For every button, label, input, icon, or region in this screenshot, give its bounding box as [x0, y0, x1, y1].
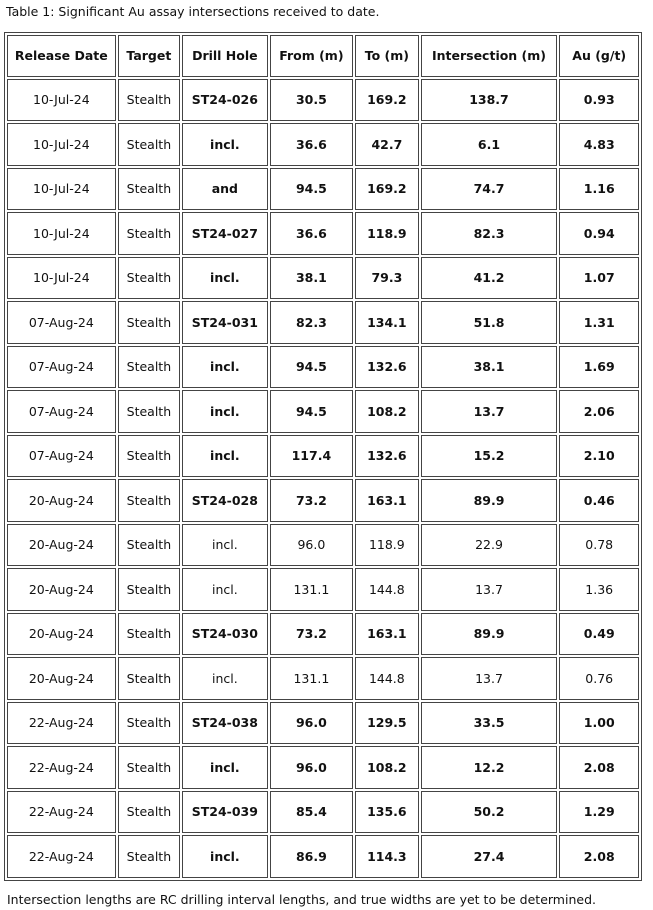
target-cell: Stealth	[118, 435, 180, 478]
release-date-cell: 07-Aug-24	[7, 301, 116, 344]
drill-hole-cell: incl.	[182, 390, 268, 433]
table-row	[7, 657, 639, 700]
table-row	[7, 435, 639, 478]
table-footnote: Intersection lengths are RC drilling interval lengths, and true widths are yet to be determined.	[7, 892, 596, 907]
from-cell: 117.4	[270, 435, 354, 478]
from-cell: 38.1	[270, 257, 354, 300]
header-intersection: Intersection (m)	[421, 35, 558, 77]
au-cell: 1.07	[559, 257, 639, 300]
target-cell: Stealth	[118, 257, 180, 300]
au-cell: 0.76	[559, 657, 639, 700]
from-cell: 85.4	[270, 791, 354, 834]
drill-hole-cell: incl.	[182, 657, 268, 700]
release-date-cell: 22-Aug-24	[7, 702, 116, 745]
to-cell: 163.1	[355, 613, 418, 656]
release-date-cell: 07-Aug-24	[7, 435, 116, 478]
drill-hole-cell: incl.	[182, 346, 268, 389]
from-cell: 96.0	[270, 702, 354, 745]
from-cell: 36.6	[270, 212, 354, 255]
from-cell: 73.2	[270, 479, 354, 522]
table-row	[7, 835, 639, 878]
to-cell: 169.2	[355, 168, 418, 211]
to-cell: 132.6	[355, 346, 418, 389]
drill-hole-cell: ST24-031	[182, 301, 268, 344]
table-row	[7, 479, 639, 522]
to-cell: 144.8	[355, 568, 418, 611]
au-cell: 0.49	[559, 613, 639, 656]
target-cell: Stealth	[118, 212, 180, 255]
target-cell: Stealth	[118, 390, 180, 433]
from-cell: 96.0	[270, 524, 354, 567]
target-cell: Stealth	[118, 479, 180, 522]
au-cell: 0.94	[559, 212, 639, 255]
intersection-cell: 82.3	[421, 212, 558, 255]
to-cell: 134.1	[355, 301, 418, 344]
intersection-cell: 15.2	[421, 435, 558, 478]
header-drill-hole: Drill Hole	[182, 35, 268, 77]
header-to: To (m)	[355, 35, 418, 77]
from-cell: 94.5	[270, 168, 354, 211]
to-cell: 135.6	[355, 791, 418, 834]
release-date-cell: 10-Jul-24	[7, 168, 116, 211]
from-cell: 36.6	[270, 123, 354, 166]
drill-hole-cell: incl.	[182, 835, 268, 878]
target-cell: Stealth	[118, 657, 180, 700]
header-au: Au (g/t)	[559, 35, 639, 77]
drill-hole-cell: ST24-030	[182, 613, 268, 656]
intersection-cell: 22.9	[421, 524, 558, 567]
au-cell: 1.00	[559, 702, 639, 745]
drill-hole-cell: ST24-038	[182, 702, 268, 745]
intersection-cell: 13.7	[421, 390, 558, 433]
from-cell: 82.3	[270, 301, 354, 344]
intersection-cell: 89.9	[421, 479, 558, 522]
from-cell: 86.9	[270, 835, 354, 878]
from-cell: 131.1	[270, 568, 354, 611]
assay-table-container	[4, 32, 642, 881]
table-row	[7, 613, 639, 656]
from-cell: 96.0	[270, 746, 354, 789]
to-cell: 79.3	[355, 257, 418, 300]
drill-hole-cell: incl.	[182, 257, 268, 300]
target-cell: Stealth	[118, 746, 180, 789]
au-cell: 0.78	[559, 524, 639, 567]
au-cell: 1.16	[559, 168, 639, 211]
release-date-cell: 22-Aug-24	[7, 835, 116, 878]
intersection-cell: 33.5	[421, 702, 558, 745]
target-cell: Stealth	[118, 568, 180, 611]
table-row	[7, 791, 639, 834]
table-row	[7, 123, 639, 166]
drill-hole-cell: ST24-028	[182, 479, 268, 522]
intersection-cell: 51.8	[421, 301, 558, 344]
table-row	[7, 301, 639, 344]
drill-hole-cell: incl.	[182, 568, 268, 611]
release-date-cell: 07-Aug-24	[7, 346, 116, 389]
target-cell: Stealth	[118, 346, 180, 389]
drill-hole-cell: incl.	[182, 435, 268, 478]
header-release-date: Release Date	[7, 35, 116, 77]
table-row	[7, 390, 639, 433]
release-date-cell: 22-Aug-24	[7, 791, 116, 834]
table-row	[7, 79, 639, 122]
from-cell: 94.5	[270, 346, 354, 389]
release-date-cell: 20-Aug-24	[7, 657, 116, 700]
release-date-cell: 10-Jul-24	[7, 257, 116, 300]
to-cell: 118.9	[355, 524, 418, 567]
target-cell: Stealth	[118, 301, 180, 344]
drill-hole-cell: incl.	[182, 746, 268, 789]
release-date-cell: 20-Aug-24	[7, 479, 116, 522]
intersection-cell: 50.2	[421, 791, 558, 834]
target-cell: Stealth	[118, 524, 180, 567]
intersection-cell: 13.7	[421, 568, 558, 611]
intersection-cell: 41.2	[421, 257, 558, 300]
table-row	[7, 346, 639, 389]
drill-hole-cell: ST24-027	[182, 212, 268, 255]
au-cell: 1.36	[559, 568, 639, 611]
from-cell: 94.5	[270, 390, 354, 433]
au-cell: 1.31	[559, 301, 639, 344]
drill-hole-cell: ST24-026	[182, 79, 268, 122]
drill-hole-cell: and	[182, 168, 268, 211]
target-cell: Stealth	[118, 791, 180, 834]
to-cell: 114.3	[355, 835, 418, 878]
assay-table	[4, 32, 642, 881]
release-date-cell: 10-Jul-24	[7, 212, 116, 255]
to-cell: 118.9	[355, 212, 418, 255]
target-cell: Stealth	[118, 168, 180, 211]
from-cell: 30.5	[270, 79, 354, 122]
from-cell: 131.1	[270, 657, 354, 700]
table-row	[7, 702, 639, 745]
to-cell: 108.2	[355, 390, 418, 433]
au-cell: 2.10	[559, 435, 639, 478]
release-date-cell: 20-Aug-24	[7, 613, 116, 656]
to-cell: 169.2	[355, 79, 418, 122]
intersection-cell: 38.1	[421, 346, 558, 389]
header-target: Target	[118, 35, 180, 77]
au-cell: 2.08	[559, 746, 639, 789]
to-cell: 163.1	[355, 479, 418, 522]
header-from: From (m)	[270, 35, 354, 77]
intersection-cell: 13.7	[421, 657, 558, 700]
release-date-cell: 20-Aug-24	[7, 568, 116, 611]
drill-hole-cell: ST24-039	[182, 791, 268, 834]
target-cell: Stealth	[118, 123, 180, 166]
intersection-cell: 89.9	[421, 613, 558, 656]
to-cell: 129.5	[355, 702, 418, 745]
to-cell: 144.8	[355, 657, 418, 700]
table-body	[7, 79, 639, 878]
intersection-cell: 74.7	[421, 168, 558, 211]
au-cell: 0.93	[559, 79, 639, 122]
to-cell: 132.6	[355, 435, 418, 478]
au-cell: 4.83	[559, 123, 639, 166]
table-row	[7, 257, 639, 300]
target-cell: Stealth	[118, 702, 180, 745]
table-row	[7, 212, 639, 255]
table-caption: Table 1: Significant Au assay intersections received to date.	[6, 4, 380, 19]
release-date-cell: 22-Aug-24	[7, 746, 116, 789]
table-row	[7, 568, 639, 611]
au-cell: 1.29	[559, 791, 639, 834]
table-header-row	[7, 35, 639, 77]
table-row	[7, 746, 639, 789]
from-cell: 73.2	[270, 613, 354, 656]
intersection-cell: 138.7	[421, 79, 558, 122]
au-cell: 2.06	[559, 390, 639, 433]
intersection-cell: 27.4	[421, 835, 558, 878]
intersection-cell: 6.1	[421, 123, 558, 166]
intersection-cell: 12.2	[421, 746, 558, 789]
drill-hole-cell: incl.	[182, 524, 268, 567]
release-date-cell: 07-Aug-24	[7, 390, 116, 433]
table-row	[7, 524, 639, 567]
release-date-cell: 10-Jul-24	[7, 123, 116, 166]
au-cell: 0.46	[559, 479, 639, 522]
target-cell: Stealth	[118, 835, 180, 878]
to-cell: 42.7	[355, 123, 418, 166]
target-cell: Stealth	[118, 79, 180, 122]
release-date-cell: 20-Aug-24	[7, 524, 116, 567]
to-cell: 108.2	[355, 746, 418, 789]
drill-hole-cell: incl.	[182, 123, 268, 166]
target-cell: Stealth	[118, 613, 180, 656]
release-date-cell: 10-Jul-24	[7, 79, 116, 122]
au-cell: 2.08	[559, 835, 639, 878]
table-row	[7, 168, 639, 211]
au-cell: 1.69	[559, 346, 639, 389]
